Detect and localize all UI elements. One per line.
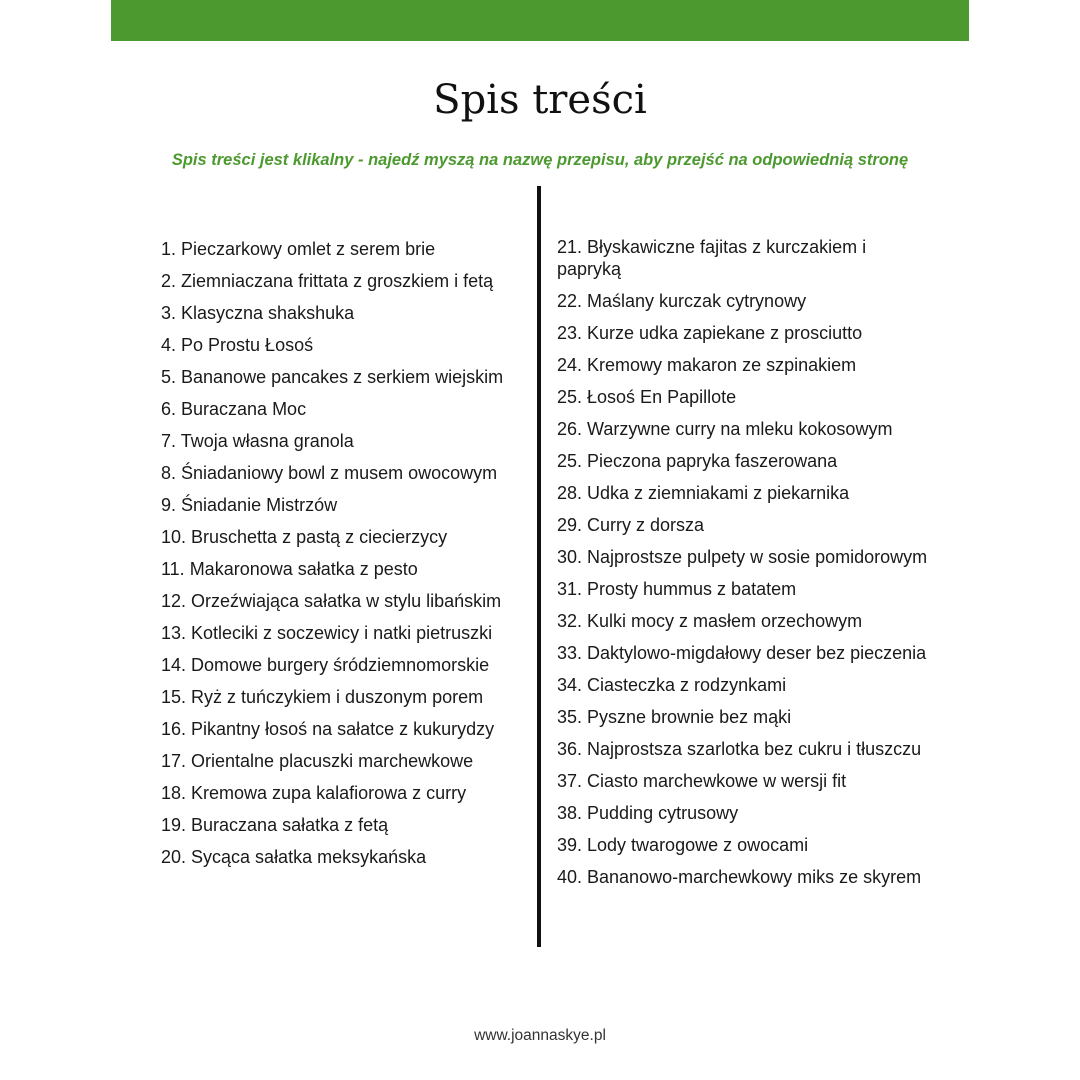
toc-left-column — [161, 238, 531, 878]
toc-entry[interactable]: 24. Kremowy makaron ze szpinakiem — [557, 355, 857, 375]
toc-entry[interactable]: 30. Najprostsze pulpety w sosie pomidorowym — [557, 547, 928, 567]
toc-entry[interactable]: 25. Łosoś En Papillote — [557, 387, 737, 407]
toc-entry[interactable]: 38. Pudding cytrusowy — [557, 803, 739, 823]
toc-entry[interactable]: 9. Śniadanie Mistrzów — [161, 495, 338, 515]
toc-entry[interactable]: 10. Bruschetta z pastą z ciecierzycy — [161, 527, 448, 547]
toc-entry[interactable]: 16. Pikantny łosoś na sałatce z kukurydzy — [161, 719, 495, 739]
toc-entry[interactable]: 15. Ryż z tuńczykiem i duszonym porem — [161, 687, 484, 707]
toc-entry[interactable]: 23. Kurze udka zapiekane z prosciutto — [557, 323, 863, 343]
toc-right-column — [557, 236, 957, 898]
toc-entry[interactable]: 21. Błyskawiczne fajitas z kurczakiem i papryką — [557, 237, 867, 279]
toc-entry[interactable]: 13. Kotleciki z soczewicy i natki pietruszki — [161, 623, 493, 643]
toc-entry[interactable]: 17. Orientalne placuszki marchewkowe — [161, 751, 474, 771]
toc-entry[interactable]: 6. Buraczana Moc — [161, 399, 307, 419]
toc-entry[interactable]: 37. Ciasto marchewkowe w wersji fit — [557, 771, 847, 791]
page-title: Spis treści — [433, 77, 647, 123]
toc-entry[interactable]: 14. Domowe burgery śródziemnomorskie — [161, 655, 490, 675]
toc-entry[interactable]: 36. Najprostsza szarlotka bez cukru i tłuszczu — [557, 739, 922, 759]
toc-entry[interactable]: 29. Curry z dorsza — [557, 515, 705, 535]
toc-entry[interactable]: 18. Kremowa zupa kalafiorowa z curry — [161, 783, 467, 803]
toc-entry[interactable]: 25. Pieczona papryka faszerowana — [557, 451, 838, 471]
toc-entry[interactable]: 39. Lody twarogowe z owocami — [557, 835, 809, 855]
toc-entry[interactable]: 1. Pieczarkowy omlet z serem brie — [161, 239, 436, 259]
toc-entry[interactable]: 35. Pyszne brownie bez mąki — [557, 707, 792, 727]
toc-entry[interactable]: 3. Klasyczna shakshuka — [161, 303, 355, 323]
toc-entry[interactable]: 32. Kulki mocy z masłem orzechowym — [557, 611, 863, 631]
footer-website[interactable]: www.joannaskye.pl — [474, 1027, 606, 1044]
toc-entry[interactable]: 12. Orzeźwiająca sałatka w stylu libańskim — [161, 591, 502, 611]
toc-entry[interactable]: 7. Twoja własna granola — [161, 431, 354, 451]
toc-entry[interactable]: 11. Makaronowa sałatka z pesto — [161, 559, 418, 579]
header-accent-bar — [111, 0, 969, 41]
toc-entry[interactable]: 4. Po Prostu Łosoś — [161, 335, 314, 355]
toc-entry[interactable]: 2. Ziemniaczana frittata z groszkiem i fetą — [161, 271, 494, 291]
toc-entry[interactable]: 19. Buraczana sałatka z fetą — [161, 815, 389, 835]
column-divider — [537, 186, 541, 947]
toc-entry[interactable]: 31. Prosty hummus z batatem — [557, 579, 797, 599]
toc-entry[interactable]: 22. Maślany kurczak cytrynowy — [557, 291, 807, 311]
toc-entry[interactable]: 5. Bananowe pancakes z serkiem wiejskim — [161, 367, 504, 387]
toc-entry[interactable]: 40. Bananowo-marchewkowy miks ze skyrem — [557, 867, 922, 887]
toc-entry[interactable]: 28. Udka z ziemniakami z piekarnika — [557, 483, 850, 503]
toc-instruction-subtitle: Spis treści jest klikalny - najedź myszą na nazwę przepisu, aby przejść na odpowiednią stronę — [171, 151, 909, 169]
toc-entry[interactable]: 33. Daktylowo-migdałowy deser bez pieczenia — [557, 643, 927, 663]
toc-entry[interactable]: 26. Warzywne curry na mleku kokosowym — [557, 419, 893, 439]
toc-entry[interactable]: 8. Śniadaniowy bowl z musem owocowym — [161, 463, 498, 483]
toc-entry[interactable]: 20. Sycąca sałatka meksykańska — [161, 847, 427, 867]
toc-entry[interactable]: 34. Ciasteczka z rodzynkami — [557, 675, 787, 695]
